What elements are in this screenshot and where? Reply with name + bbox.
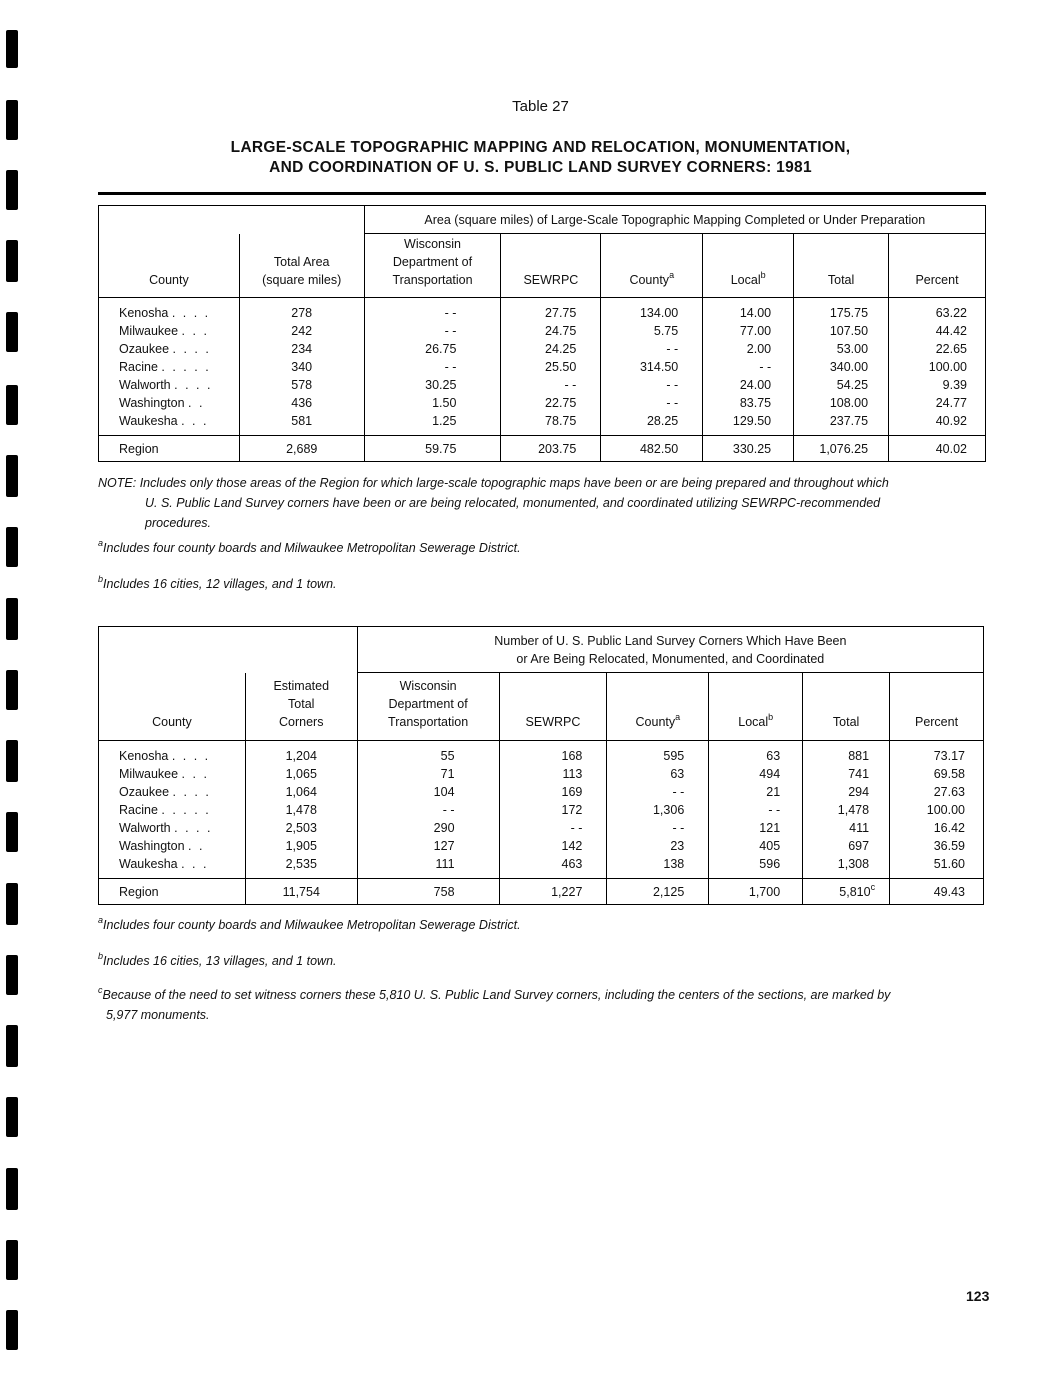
table-cell: - - <box>709 801 803 819</box>
county-cell <box>99 298 240 323</box>
table-cell: 2,125 <box>607 879 709 905</box>
table-cell: - - <box>364 298 501 323</box>
leader-dots: . . . <box>181 857 209 871</box>
column-header-total: Total <box>803 673 890 741</box>
table-cell: 11,754 <box>245 879 357 905</box>
table-cell: - - <box>364 358 501 376</box>
table-row <box>99 819 984 837</box>
table-cell: 1,478 <box>803 801 890 819</box>
binder-mark <box>6 385 18 425</box>
binder-mark <box>6 1097 18 1137</box>
table-cell: 24.25 <box>501 340 601 358</box>
table-cell: 49.43 <box>890 879 984 905</box>
header-line: Department of <box>392 255 473 269</box>
table-cell: 134.00 <box>601 298 703 323</box>
table-cell: 1,064 <box>245 783 357 801</box>
binder-mark <box>6 1310 18 1350</box>
header-line: Corners <box>279 715 324 729</box>
table-cell: - - <box>703 358 794 376</box>
table-cell: 108.00 <box>794 394 889 412</box>
header-line: or Are Being Relocated, Monumented, and Coordinated <box>516 651 825 666</box>
table-cell: 314.50 <box>601 358 703 376</box>
table-cell: - - <box>499 819 607 837</box>
county-cell <box>99 801 246 819</box>
county-cell <box>99 765 246 783</box>
binder-mark <box>6 455 18 497</box>
table-cell: 9.39 <box>889 376 986 394</box>
header-line: Wisconsin <box>399 679 457 693</box>
header-line: Department of <box>388 697 468 711</box>
mapping-table-body <box>99 298 986 462</box>
table-cell: 63 <box>607 765 709 783</box>
table-cell: 741 <box>803 765 890 783</box>
header-line: Number of U. S. Public Land Survey Corners Which Have Been <box>494 633 847 648</box>
table-cell: 242 <box>239 322 364 340</box>
table-cell: 104 <box>357 783 499 801</box>
leader-dots: . . . . . <box>161 360 211 374</box>
table-cell: 25.50 <box>501 358 601 376</box>
table-row <box>99 412 986 436</box>
table-cell: 578 <box>239 376 364 394</box>
table-cell: 113 <box>499 765 607 783</box>
table-cell: 51.60 <box>890 855 984 879</box>
region-total-row <box>99 436 986 462</box>
table-cell: 175.75 <box>794 298 889 323</box>
binder-mark <box>6 812 18 852</box>
table-cell: 22.65 <box>889 340 986 358</box>
note-text: procedures. <box>145 516 212 530</box>
table-cell: - - <box>607 783 709 801</box>
table-cell: 1,478 <box>245 801 357 819</box>
leader-dots: . . . . . <box>161 803 211 817</box>
column-header-sewrpc: SEWRPC <box>501 234 601 298</box>
county-cell <box>99 412 240 436</box>
header-text: County <box>629 273 670 287</box>
leader-dots: . . . . <box>171 306 211 320</box>
footnote-marker-a: a <box>675 712 681 722</box>
leader-dots: . . . . <box>174 821 213 835</box>
column-header-local-b <box>703 234 794 298</box>
table-cell: 1,204 <box>245 741 357 766</box>
binder-mark <box>6 527 18 567</box>
footnote-text: Because of the need to set witness corners these 5,810 U. S. Public Land Survey corners, including the centers of the sections, are marked by <box>102 988 891 1002</box>
county-name: Racine <box>119 803 158 817</box>
table-cell: 2,535 <box>245 855 357 879</box>
table-cell: 290 <box>357 819 499 837</box>
column-header-percent: Percent <box>889 234 986 298</box>
column-header-county: County <box>99 673 246 741</box>
header-line: Total Area <box>273 255 330 269</box>
table-cell: 21 <box>709 783 803 801</box>
region-total-row <box>99 879 984 905</box>
table-cell: 1,700 <box>709 879 803 905</box>
note-text: U. S. Public Land Survey corners have been or are being relocated, monumented, and coordinated utilizing SEWRPC-recommended <box>145 496 881 510</box>
binder-mark <box>6 883 18 925</box>
table-cell: 27.63 <box>890 783 984 801</box>
county-name: Kenosha <box>119 306 169 320</box>
table-cell: 1,306 <box>607 801 709 819</box>
footnote-a <box>98 915 986 935</box>
table-cell: 1.50 <box>364 394 501 412</box>
table-cell: 203.75 <box>501 436 601 462</box>
table-cell: 27.75 <box>501 298 601 323</box>
table-row <box>99 855 984 879</box>
county-cell <box>99 855 246 879</box>
table-cell: 100.00 <box>890 801 984 819</box>
table-row <box>99 358 986 376</box>
note-label: NOTE: <box>98 476 137 490</box>
table-cell: 1,076.25 <box>794 436 889 462</box>
table-cell: - - <box>357 801 499 819</box>
table-cell: 100.00 <box>889 358 986 376</box>
table-cell: 121 <box>709 819 803 837</box>
footnote-marker-a: a <box>98 538 104 548</box>
table-cell: 129.50 <box>703 412 794 436</box>
table-cell: 596 <box>709 855 803 879</box>
header-line: Transportation <box>388 715 469 729</box>
table-cell: 463 <box>499 855 607 879</box>
column-header-wdot <box>364 234 501 298</box>
table-cell: 53.00 <box>794 340 889 358</box>
table-cell: 36.59 <box>890 837 984 855</box>
binder-mark <box>6 1025 18 1067</box>
table-cell: - - <box>601 340 703 358</box>
column-header-local-b <box>709 673 803 741</box>
table-cell: 758 <box>357 879 499 905</box>
table-cell: 40.92 <box>889 412 986 436</box>
table-cell: 44.42 <box>889 322 986 340</box>
table-row <box>99 837 984 855</box>
column-header-county-a <box>607 673 709 741</box>
corners-group-header <box>357 627 983 673</box>
table-cell: 16.42 <box>890 819 984 837</box>
table-cell: Region <box>99 436 240 462</box>
table-row <box>99 783 984 801</box>
table-cell: 5.75 <box>601 322 703 340</box>
county-name: Walworth <box>119 821 171 835</box>
table-cell: 14.00 <box>703 298 794 323</box>
table-cell: 1,065 <box>245 765 357 783</box>
footnote-marker-a: a <box>98 915 104 925</box>
column-header-sewrpc: SEWRPC <box>499 673 607 741</box>
county-name: Ozaukee <box>119 785 170 799</box>
county-cell <box>99 322 240 340</box>
table-caption: Table 27 <box>512 98 569 115</box>
leader-dots: . . . . <box>174 378 213 392</box>
table-cell: 23 <box>607 837 709 855</box>
header-text: County <box>635 715 676 729</box>
table-cell: 482.50 <box>601 436 703 462</box>
mapping-table <box>98 205 986 462</box>
table-cell: 138 <box>607 855 709 879</box>
county-name: Kenosha <box>119 749 169 763</box>
table-cell: 77.00 <box>703 322 794 340</box>
county-cell <box>99 394 240 412</box>
header-line: Transportation <box>392 273 473 287</box>
county-name: Waukesha <box>119 857 178 871</box>
note-text: Includes only those areas of the Region for which large-scale topographic maps have been or are being prepared and throughout which <box>139 476 889 490</box>
county-cell <box>99 340 240 358</box>
binder-mark <box>6 740 18 782</box>
county-cell <box>99 819 246 837</box>
table-row <box>99 741 984 766</box>
table-cell: 340 <box>239 358 364 376</box>
county-cell <box>99 358 240 376</box>
table-cell: 55 <box>357 741 499 766</box>
table-cell: 2,689 <box>239 436 364 462</box>
column-header-wdot <box>357 673 499 741</box>
table-row <box>99 376 986 394</box>
county-cell <box>99 837 246 855</box>
table-cell: 69.58 <box>890 765 984 783</box>
table-cell: 340.00 <box>794 358 889 376</box>
table-row <box>99 298 986 323</box>
header-line: (square miles) <box>262 273 342 287</box>
table-cell: 107.50 <box>794 322 889 340</box>
binder-mark <box>6 598 18 640</box>
binder-mark <box>6 240 18 282</box>
leader-dots: . . . . <box>172 342 211 356</box>
leader-dots: . . . . <box>172 785 211 799</box>
corners-table-body <box>99 741 984 905</box>
table-cell: 142 <box>499 837 607 855</box>
table-cell: 1.25 <box>364 412 501 436</box>
footnote-marker-b: b <box>768 712 774 722</box>
leader-dots: . . . <box>181 767 209 781</box>
table-cell: 881 <box>803 741 890 766</box>
table-cell: 63.22 <box>889 298 986 323</box>
table-cell: 172 <box>499 801 607 819</box>
table-cell: 26.75 <box>364 340 501 358</box>
table-cell: 169 <box>499 783 607 801</box>
footnote-text: Includes 16 cities, 12 villages, and 1 town. <box>103 577 337 591</box>
table-cell: 581 <box>239 412 364 436</box>
page-number: 123 <box>966 1288 990 1304</box>
table-row <box>99 340 986 358</box>
leader-dots: . . . <box>181 324 209 338</box>
header-line: Total <box>288 697 315 711</box>
table-cell: 63 <box>709 741 803 766</box>
table-cell: - - <box>364 322 501 340</box>
header-text: Local <box>730 273 761 287</box>
table-cell: 73.17 <box>890 741 984 766</box>
footnote-text: Includes four county boards and Milwaukee Metropolitan Sewerage District. <box>103 541 521 555</box>
table-cell: 111 <box>357 855 499 879</box>
leader-dots: . . . <box>181 414 209 428</box>
table-row <box>99 322 986 340</box>
footnote-marker-a: a <box>669 270 675 280</box>
table-cell: 83.75 <box>703 394 794 412</box>
footnote-marker-c: c <box>98 985 103 995</box>
footnote-marker-b: b <box>98 951 104 961</box>
county-name: Milwaukee <box>119 324 179 338</box>
table-title-line-1: LARGE-SCALE TOPOGRAPHIC MAPPING AND RELOCATION, MONUMENTATION, <box>230 139 851 156</box>
table-cell: 436 <box>239 394 364 412</box>
table-cell: 24.77 <box>889 394 986 412</box>
column-header-county-a <box>601 234 703 298</box>
table-cell: 411 <box>803 819 890 837</box>
table-cell: 71 <box>357 765 499 783</box>
table-cell: 405 <box>709 837 803 855</box>
column-header-estimated-corners <box>245 673 357 741</box>
table-cell: 22.75 <box>501 394 601 412</box>
county-name: Waukesha <box>119 414 178 428</box>
table-cell: 595 <box>607 741 709 766</box>
county-cell <box>99 741 246 766</box>
header-text: Local <box>738 715 769 729</box>
leader-dots: . . . . <box>171 749 211 763</box>
table-cell: Region <box>99 879 246 905</box>
footnote-text: 5,977 monuments. <box>106 1008 210 1022</box>
county-cell <box>99 783 246 801</box>
header-line: Wisconsin <box>404 237 461 251</box>
county-name: Washington <box>119 839 185 853</box>
table-cell: 2.00 <box>703 340 794 358</box>
column-header-county: County <box>99 234 240 298</box>
table-cell: 28.25 <box>601 412 703 436</box>
table-cell: - - <box>607 819 709 837</box>
binder-mark <box>6 30 18 68</box>
table-cell: 1,308 <box>803 855 890 879</box>
table-cell: - - <box>601 376 703 394</box>
table-row <box>99 394 986 412</box>
table-row <box>99 801 984 819</box>
leader-dots: . . <box>188 396 205 410</box>
footnote-a <box>98 538 986 558</box>
county-name: Ozaukee <box>119 342 170 356</box>
footnote-text: Includes 16 cities, 13 villages, and 1 town. <box>103 954 337 968</box>
binder-mark <box>6 1168 18 1210</box>
table-cell: 237.75 <box>794 412 889 436</box>
county-name: Milwaukee <box>119 767 179 781</box>
table-note <box>98 473 986 533</box>
table-cell: 1,905 <box>245 837 357 855</box>
table-row <box>99 765 984 783</box>
footnote-text: Includes four county boards and Milwaukee Metropolitan Sewerage District. <box>103 918 521 932</box>
county-name: Washington <box>119 396 185 410</box>
table-cell: 59.75 <box>364 436 501 462</box>
footnote-marker-b: b <box>760 270 766 280</box>
county-cell <box>99 376 240 394</box>
table-cell: 278 <box>239 298 364 323</box>
binder-mark <box>6 1240 18 1280</box>
footnote-b <box>98 574 986 594</box>
table-cell: 40.02 <box>889 436 986 462</box>
table-cell: 697 <box>803 837 890 855</box>
table-cell: 24.75 <box>501 322 601 340</box>
table-cell: 127 <box>357 837 499 855</box>
table-cell: 234 <box>239 340 364 358</box>
table-cell: 494 <box>709 765 803 783</box>
binder-mark <box>6 955 18 995</box>
table-title-line-2: AND COORDINATION OF U. S. PUBLIC LAND SURVEY CORNERS: 1981 <box>269 159 812 176</box>
corners-table <box>98 626 984 905</box>
county-name: Walworth <box>119 378 171 392</box>
area-group-header: Area (square miles) of Large-Scale Topographic Mapping Completed or Under Preparation <box>364 206 985 234</box>
table-cell: 168 <box>499 741 607 766</box>
footnote-c <box>98 985 986 1025</box>
table-cell: 5,810$^c$ <box>803 879 890 905</box>
binder-mark <box>6 312 18 352</box>
binder-mark <box>6 670 18 710</box>
table-cell: - - <box>601 394 703 412</box>
table-cell: 54.25 <box>794 376 889 394</box>
table-cell: - - <box>501 376 601 394</box>
table-cell: 2,503 <box>245 819 357 837</box>
table-cell: 330.25 <box>703 436 794 462</box>
table-cell: 1,227 <box>499 879 607 905</box>
footnote-marker-b: b <box>98 574 104 584</box>
column-header-total-area <box>239 234 364 298</box>
table-cell: 30.25 <box>364 376 501 394</box>
table-cell: 24.00 <box>703 376 794 394</box>
footnote-b <box>98 951 986 971</box>
footnote-marker-c: c <box>870 881 876 892</box>
column-header-total: Total <box>794 234 889 298</box>
table-cell: 294 <box>803 783 890 801</box>
header-line: Estimated <box>273 679 330 693</box>
county-name: Racine <box>119 360 158 374</box>
title-rule <box>98 192 986 195</box>
leader-dots: . . <box>188 839 205 853</box>
column-header-percent: Percent <box>890 673 984 741</box>
table-cell: 78.75 <box>501 412 601 436</box>
